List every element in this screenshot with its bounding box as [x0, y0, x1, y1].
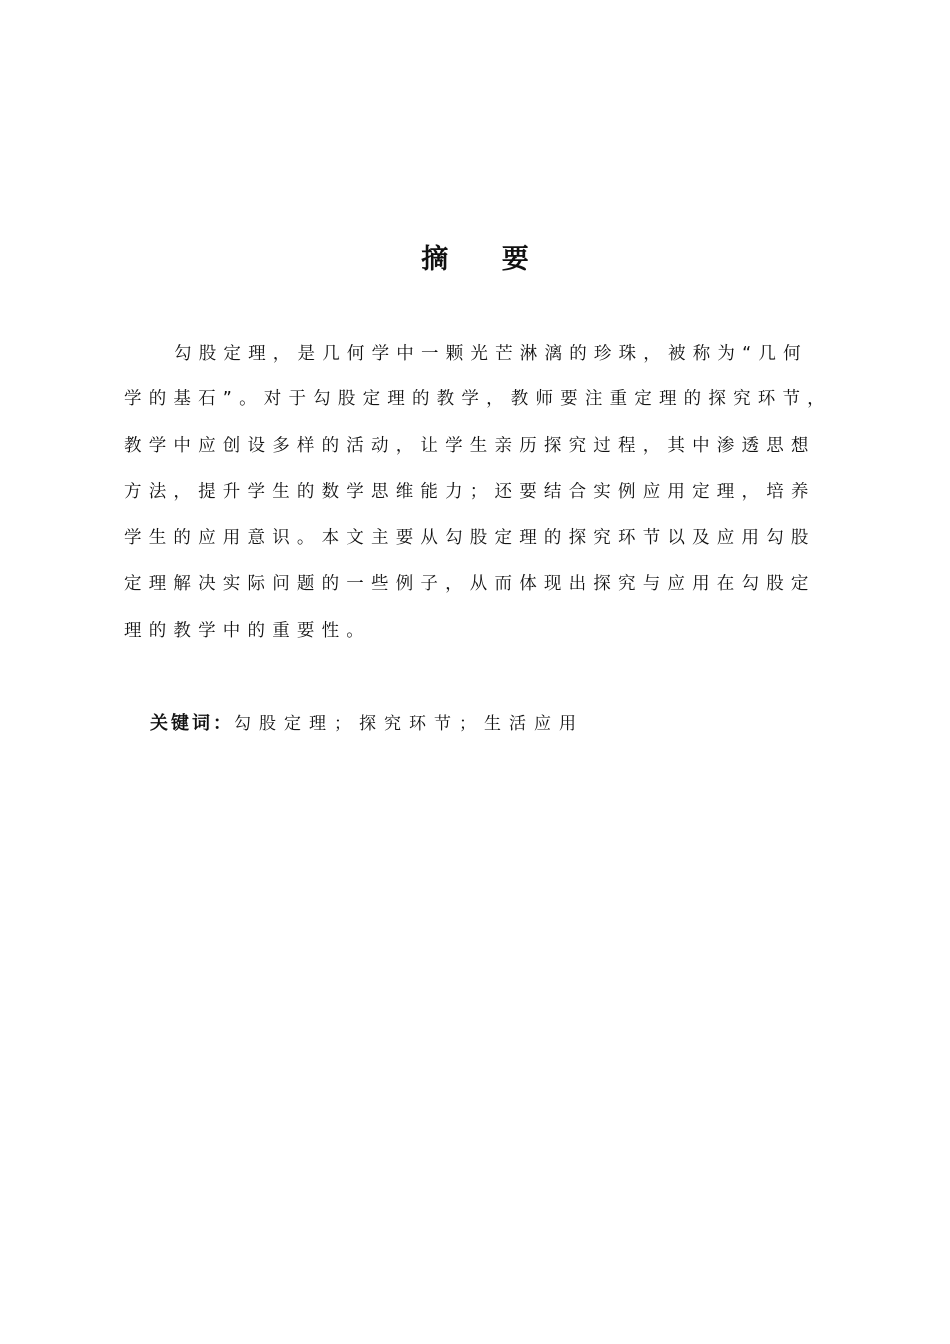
keywords-label: 关键词： [150, 713, 234, 734]
abstract-line-2: 学的基石”。对于勾股定理的教学，教师要注重定理的探究环节， [124, 389, 832, 409]
abstract-line-7: 理的教学中的重要性。 [124, 621, 371, 641]
abstract-line-1: 勾股定理，是几何学中一颗光芒淋漓的珍珠，被称为“几何 [174, 344, 808, 364]
keywords-value: 勾股定理；探究环节；生活应用 [234, 714, 584, 734]
abstract-line-6: 定理解决实际问题的一些例子，从而体现出探究与应用在勾股定 [124, 574, 816, 594]
abstract-line-3: 教学中应创设多样的活动，让学生亲历探究过程，其中渗透思想 [124, 436, 816, 456]
keywords-line [150, 711, 584, 737]
page-title: 摘 要 [421, 244, 551, 275]
abstract-line-5: 学生的应用意识。本文主要从勾股定理的探究环节以及应用勾股 [124, 528, 816, 548]
abstract-line-4: 方法，提升学生的数学思维能力；还要结合实例应用定理，培养 [124, 482, 816, 502]
